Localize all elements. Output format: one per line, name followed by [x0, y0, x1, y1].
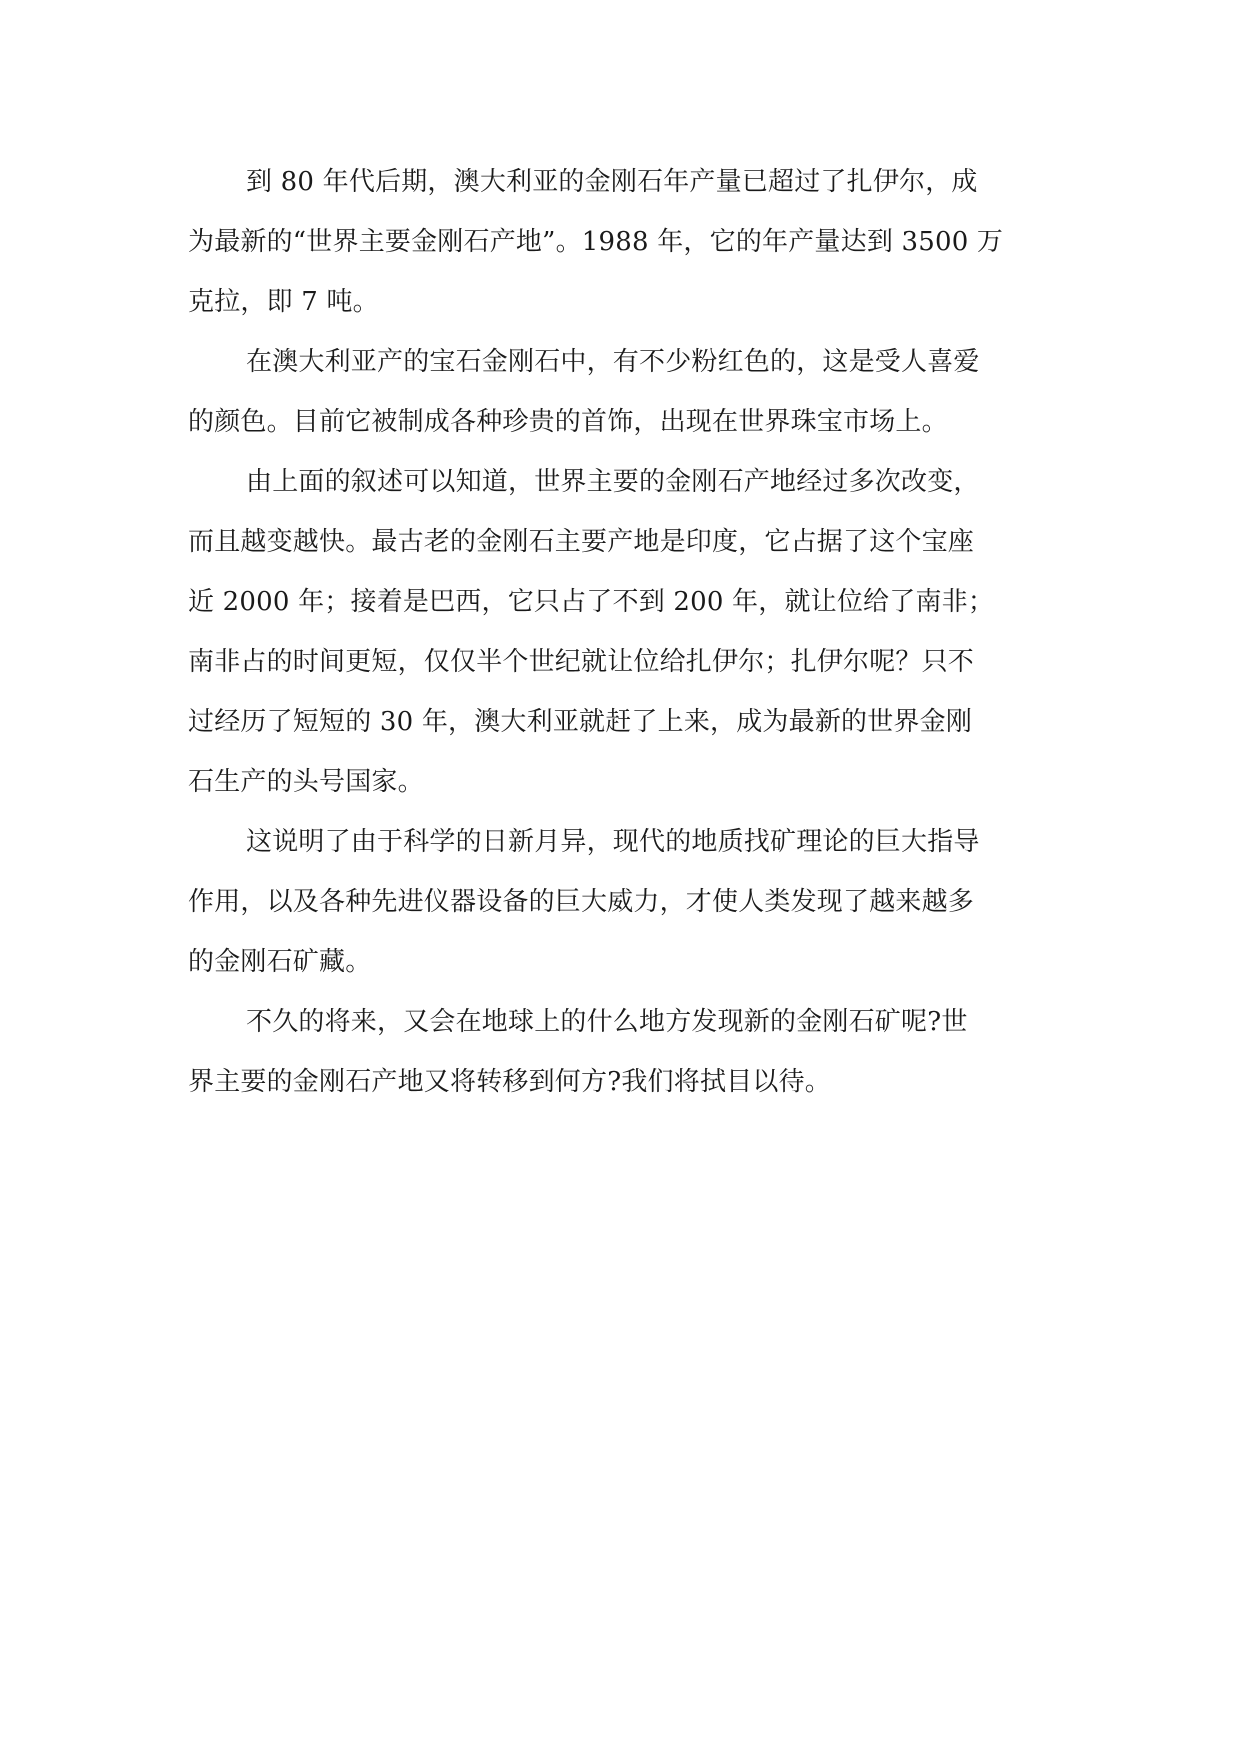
text-line: 石生产的头号国家。 — [188, 767, 424, 797]
paragraph-history-summary — [188, 460, 1052, 820]
document-body — [188, 160, 1052, 1120]
text-line: 的金刚石矿藏。 — [188, 947, 372, 977]
text-line: 而且越变越快。最古老的金刚石主要产地是印度，它占据了这个宝座 — [188, 527, 975, 557]
text-line: 在澳大利亚产的宝石金刚石中，有不少粉红色的，这是受人喜爱 — [246, 347, 980, 377]
paragraph-pink-diamonds — [188, 340, 1052, 460]
text-line: 到 80 年代后期，澳大利亚的金刚石年产量已超过了扎伊尔，成 — [246, 167, 978, 197]
paragraph-australia-production — [188, 160, 1052, 340]
text-line: 南非占的时间更短，仅仅半个世纪就让位给扎伊尔；扎伊尔呢？只不 — [188, 647, 975, 677]
text-line: 的颜色。目前它被制成各种珍贵的首饰，出现在世界珠宝市场上。 — [188, 407, 948, 437]
text-line: 过经历了短短的 30 年，澳大利亚就赶了上来，成为最新的世界金刚 — [188, 707, 973, 737]
text-line: 作用，以及各种先进仪器设备的巨大威力，才使人类发现了越来越多 — [188, 887, 975, 917]
text-line: 克拉，即 7 吨。 — [188, 287, 379, 317]
text-line: 为最新的“世界主要金刚石产地”。1988 年，它的年产量达到 3500 万 — [188, 227, 1004, 257]
text-line: 由上面的叙述可以知道，世界主要的金刚石产地经过多次改变， — [246, 467, 980, 497]
text-line: 这说明了由于科学的日新月异，现代的地质找矿理论的巨大指导 — [246, 827, 980, 857]
text-line: 界主要的金刚石产地又将转移到何方?我们将拭目以待。 — [188, 1067, 831, 1097]
text-line: 不久的将来，又会在地球上的什么地方发现新的金刚石矿呢?世 — [246, 1007, 968, 1037]
paragraph-science-progress — [188, 820, 1052, 1000]
paragraph-future-outlook — [188, 1000, 1052, 1120]
text-line: 近 2000 年；接着是巴西，它只占了不到 200 年，就让位给了南非； — [188, 587, 995, 617]
